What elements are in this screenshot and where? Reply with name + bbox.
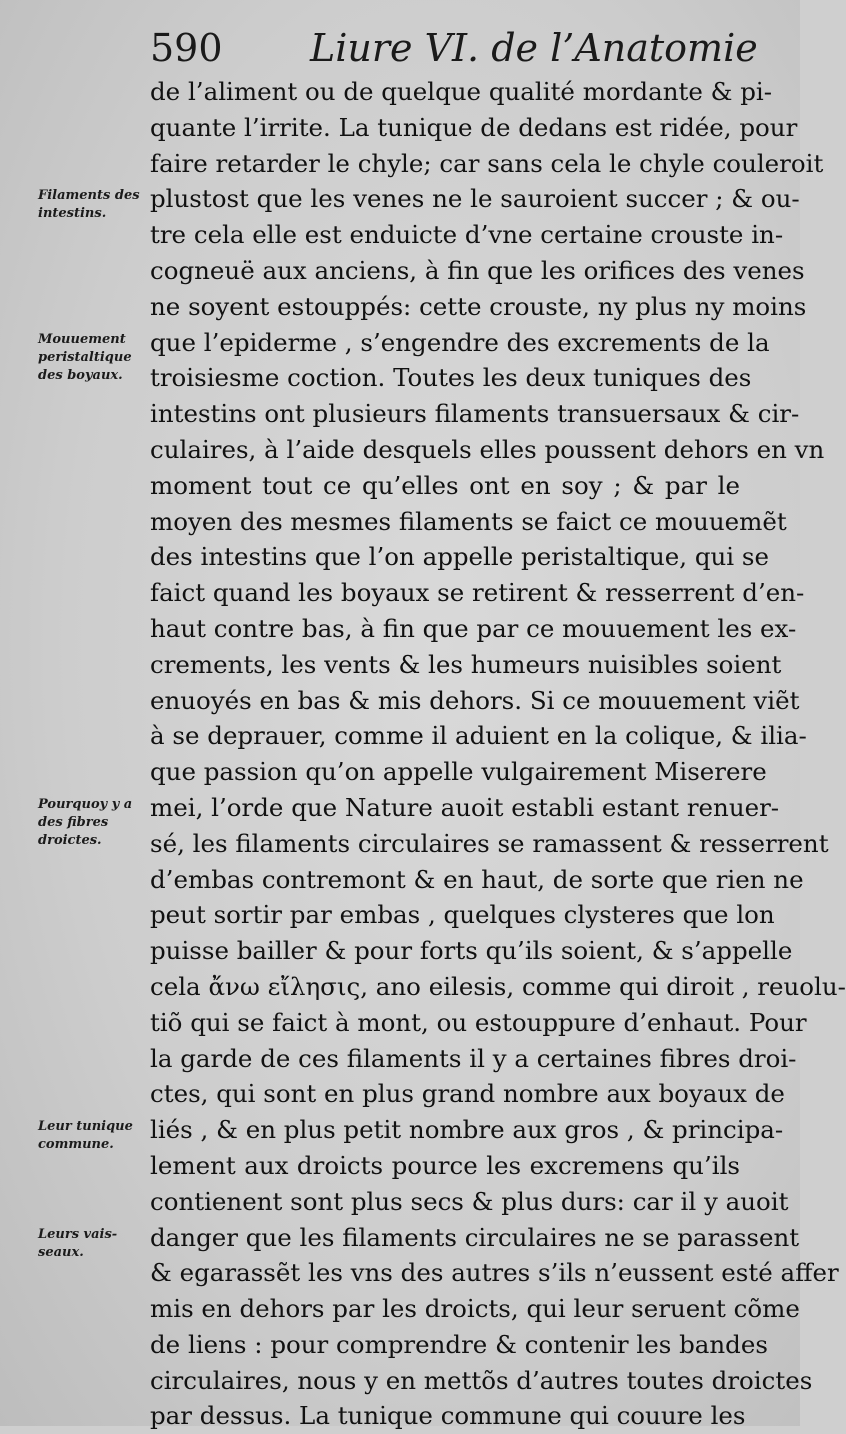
text-line: intestins ont plusieurs filaments transuersaux & cir- [150,399,800,429]
text-line: par dessus. La tunique commune qui couure les [150,1401,746,1431]
margin-note-line: Leurs vais- [38,1226,118,1242]
text-line: ne soyent estouppés: cette crouste, ny plus ny moins [150,291,807,321]
margin-note-line: commune. [38,1137,114,1153]
text-line: moyen des mesmes filaments se faict ce mouuemẽt [150,506,787,536]
text-line: culaires, à l’aide desquels elles poussent dehors en vn [150,434,825,464]
margin-note [38,331,156,385]
text-line: faire retarder le chyle; car sans cela le chyle couleroit [150,148,824,178]
page-number: 590 [150,26,223,70]
text-line: contienent sont plus secs & plus durs: car il y auoit [150,1186,789,1216]
margin-note [38,1118,156,1154]
margin-note-line: Mouuement [38,331,126,347]
text-line: mei, l’orde que Nature auoit establi estant renuer- [150,792,780,822]
text-line: tiõ qui se faict à mont, ou estouppure d’enhaut. Pour [150,1007,807,1037]
text-line: que passion qu’on appelle vulgairement Miserere [150,757,767,787]
margin-note-line: des boyaux. [38,367,123,383]
margin-note [38,1226,156,1262]
text-line: de liens : pour comprendre & contenir les bandes [150,1329,768,1359]
text-line: ctes, qui sont en plus grand nombre aux boyaux de [150,1079,785,1109]
text-line: à se deprauer, comme il aduient en la colique, & ilia- [150,721,807,751]
margin-note-line: seaux. [38,1244,84,1260]
text-line: de l’aliment ou de quelque qualité mordante & pi- [150,77,773,106]
margin-note [38,187,156,223]
text-line: peut sortir par embas , quelques clysteres que lon [150,900,775,930]
text-line: danger que les filaments circulaires ne se parassent [150,1222,800,1252]
text-line: circulaires, nous y en mettõs d’autres toutes droictes [150,1365,813,1395]
margin-note-line: intestins. [38,206,107,222]
margin-note-line: peristaltique [38,349,132,365]
text-line: enuoyés en bas & mis dehors. Si ce mouuement viẽt [150,685,800,715]
text-line: puisse bailler & pour forts qu’ils soient, & s’appelle [150,936,793,966]
text-line: d’embas contremont & en haut, de sorte que rien ne [150,864,804,894]
text-line: lement aux droicts pource les excremens qu’ils [150,1150,740,1180]
text-line: mis en dehors par les droicts, qui leur seruent cõme [150,1294,800,1324]
text-line: que l’epiderme , s’engendre des excrements de la [150,327,770,357]
text-line: moment tout ce qu’elles ont en soy ; & par le [150,470,740,500]
text-line: quante l’irrite. La tunique de dedans est ridée, pour [150,112,798,142]
margin-note-line: Filaments des [38,188,140,204]
page-header [150,22,758,74]
text-line: haut contre bas, à fin que par ce mouuement les ex- [150,613,797,643]
text-line: des intestins que l’on appelle peristaltique, qui se [150,542,769,572]
text-line: cela ἄνω εἴλησις, ano eilesis, comme qui diroit , reuolu- [150,971,846,1001]
margin-note-line: Leur tunique [38,1119,133,1135]
body-text [150,74,846,1434]
text-line: tre cela elle est enduicte d’vne certaine crouste in- [150,220,784,250]
running-head: Liure VI. de l’Anatomie [310,26,758,70]
text-line: crements, les vents & les humeurs nuisibles soient [150,649,782,679]
text-line: sé, les filaments circulaires se ramassent & resserrent [150,828,829,858]
margin-note-line: Pourquoy y a [38,797,133,812]
text-line: cogneuë aux anciens, à fin que les orifices des venes [150,255,805,285]
margin-note [38,796,156,850]
text-line: faict quand les boyaux se retirent & resserrent d’en- [150,578,805,608]
margin-note-line: droictes. [38,833,102,848]
text-line: troisiesme coction. Toutes les deux tuniques des [150,363,752,393]
text-line: la garde de ces filaments il y a certaines fibres droi- [150,1043,797,1073]
text-line: liés , & en plus petit nombre aux gros , & principa- [150,1115,784,1145]
text-line: plustost que les venes ne le sauroient succer ; & ou- [150,184,800,214]
text-line: & egarassẽt les vns des autres s’ils n’eussent esté affer [150,1258,839,1288]
margin-note-line: des fibres [38,815,109,830]
